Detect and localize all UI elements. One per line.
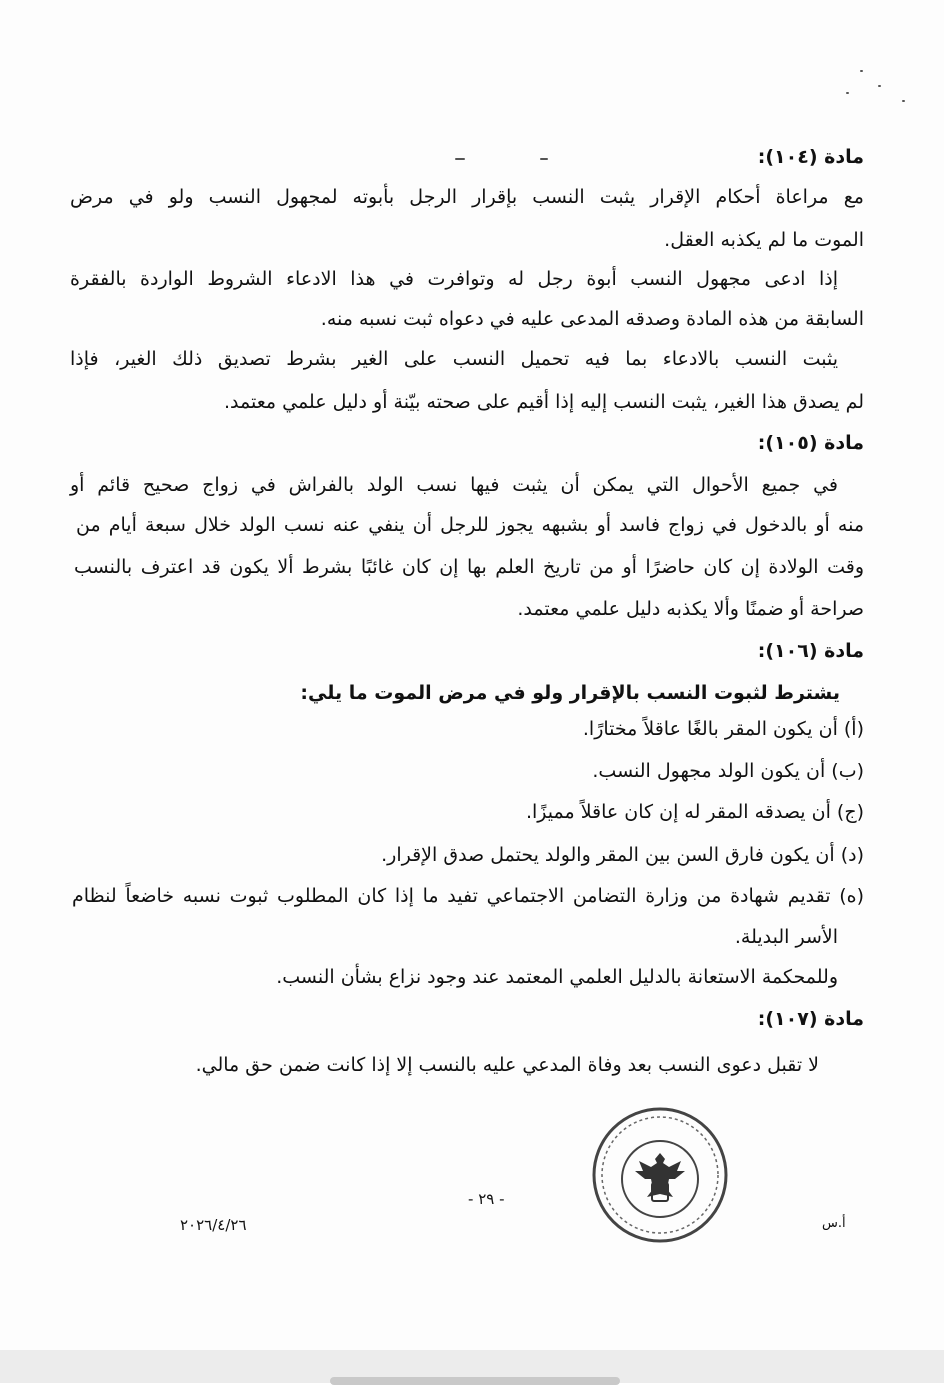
article-107-heading: مادة (١٠٧): xyxy=(757,1008,864,1030)
home-indicator[interactable] xyxy=(330,1377,620,1385)
eagle-icon xyxy=(635,1153,685,1201)
article-104-heading: مادة (١٠٤): xyxy=(757,146,864,168)
article-104-line: الموت ما لم يكذبه العقل. xyxy=(664,229,864,251)
speck xyxy=(902,100,905,102)
page-number: - ٢٩ - xyxy=(468,1190,505,1208)
article-105-heading: مادة (١٠٥): xyxy=(757,432,864,454)
article-107-text: لا تقبل دعوى النسب بعد وفاة المدعي عليه بالنسب إلا إذا كانت ضمن حق مالي. xyxy=(195,1054,819,1076)
article-104-line: مع مراعاة أحكام الإقرار يثبت النسب بإقرار الرجل بأبوته لمجهول النسب ولو في مرض xyxy=(70,186,864,208)
author-initials: أ.س xyxy=(822,1216,846,1231)
speck xyxy=(860,70,863,72)
speck xyxy=(878,85,881,87)
article-106-item: (د) أن يكون فارق السن بين المقر والولد يحتمل صدق الإقرار. xyxy=(381,844,864,866)
article-105-line: في جميع الأحوال التي يمكن أن يثبت فيها نسب الولد بالفراش في زواج صحيح قائم أو xyxy=(70,474,838,496)
document-date: ٢٠٢٦/٤/٢٦ xyxy=(180,1216,247,1234)
article-106-item: (ه) تقديم شهادة من وزارة التضامن الاجتماعي تفيد ما إذا كان المطلوب ثبوت نسبه خاضعاً لنظام xyxy=(72,885,864,907)
article-106-item: (ج) أن يصدقه المقر له إن كان عاقلاً مميزًا. xyxy=(525,801,864,823)
article-104-line: إذا ادعى مجهول النسب أبوة رجل له وتوافرت في هذا الادعاء الشروط الواردة بالفقرة xyxy=(70,268,838,290)
article-106-intro: يشترط لثبوت النسب بالإقرار ولو في مرض الموت ما يلي: xyxy=(300,682,840,704)
official-seal xyxy=(590,1105,730,1245)
article-105-line: صراحة أو ضمنًا وألا يكذبه دليل علمي معتمد. xyxy=(517,598,864,620)
article-104-line: يثبت النسب بالادعاء بما فيه تحميل النسب على الغير بشرط تصديق ذلك الغير، فإذا xyxy=(70,348,838,370)
article-106-item: (أ) أن يكون المقر بالغًا عاقلاً مختارًا. xyxy=(582,718,864,740)
article-104-line: لم يصدق هذا الغير، يثبت النسب إليه إذا أقيم على صحته بيّنة أو دليل علمي معتمد. xyxy=(224,391,864,413)
article-106-heading: مادة (١٠٦): xyxy=(757,640,864,662)
article-105-line: وقت الولادة إن كان حاضرًا أو من تاريخ العلم بها إن كان غائبًا بشرط ألا يكون قد اعترف بالنسب xyxy=(74,556,864,578)
article-104-line: السابقة من هذه المادة وصدقه المدعى عليه في دعواه ثبت نسبه منه. xyxy=(320,308,864,330)
article-106-closing: وللمحكمة الاستعانة بالدليل العلمي المعتمد عند وجود نزاع بشأن النسب. xyxy=(276,966,838,988)
speck xyxy=(846,92,849,94)
article-106-item: (ب) أن يكون الولد مجهول النسب. xyxy=(592,760,864,782)
article-106-item-continuation: الأسر البديلة. xyxy=(734,926,838,948)
article-105-line: منه أو بالدخول في زواج فاسد أو بشبهه يجوز للرجل أن ينفي عنه نسب الولد خلال سبعة أيام من xyxy=(76,514,864,536)
